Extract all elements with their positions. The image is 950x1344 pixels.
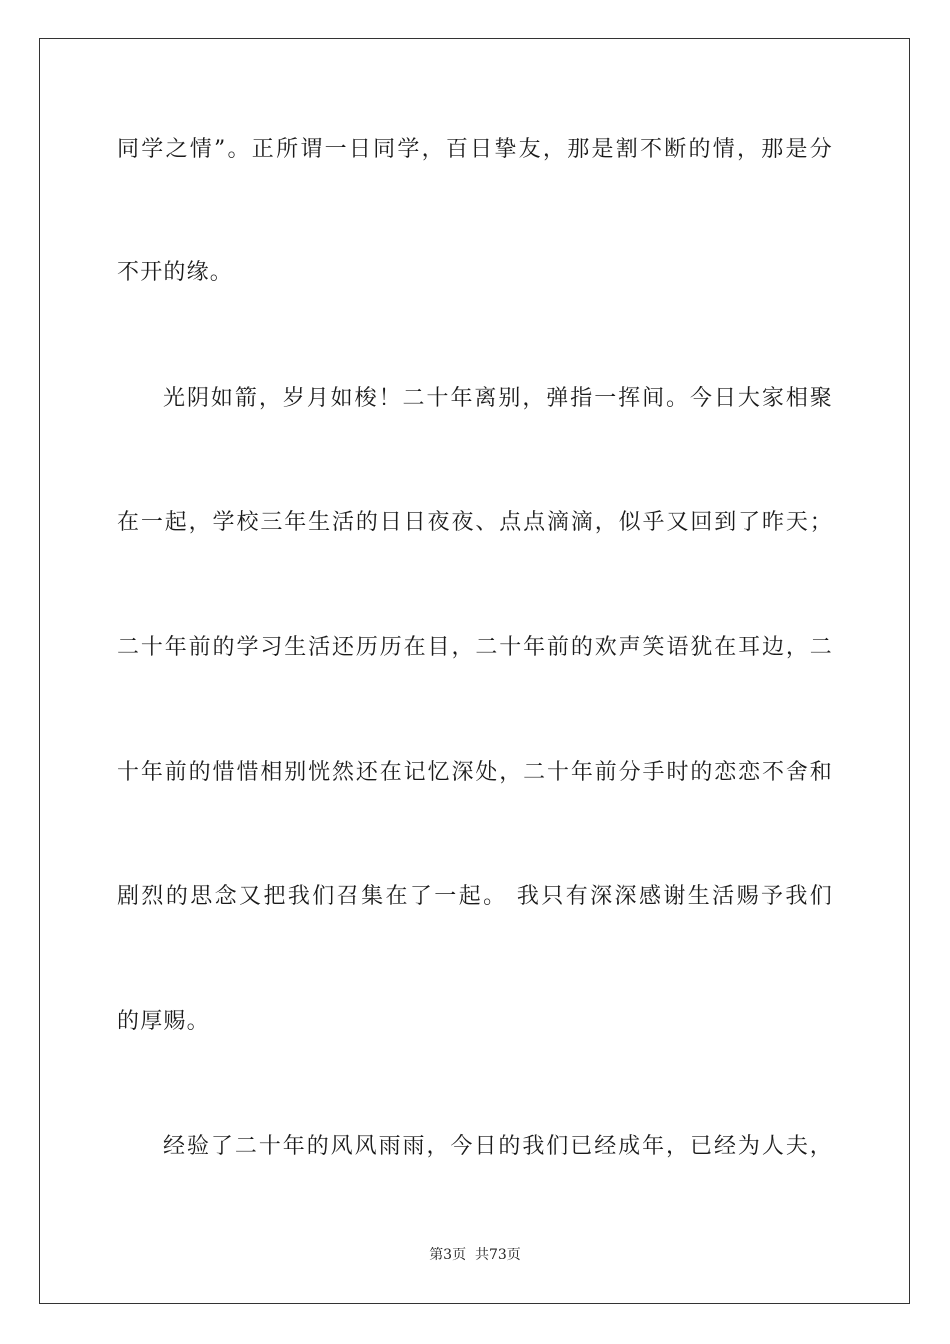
paragraph-line: 同学之情”。正所谓一日同学，百日挚友，那是割不断的情，那是分 [117, 137, 833, 162]
paragraph-line: 的厚赐。 [117, 1009, 210, 1034]
paragraph-line: 十年前的惜惜相别恍然还在记忆深处，二十年前分手时的恋恋不舍和 [117, 760, 833, 785]
page-number-footer: 第3页 共73页 [429, 1247, 521, 1263]
paragraph-line: 在一起，学校三年生活的日日夜夜、点点滴滴，似乎又回到了昨天； [117, 510, 833, 535]
paragraph-line: 光阴如箭，岁月如梭！二十年离别，弹指一挥间。今日大家相聚 [163, 386, 833, 411]
paragraph-line: 剧烈的思念又把我们召集在了一起。 我只有深深感谢生活赐予我们 [117, 884, 833, 909]
page-frame [39, 38, 910, 1304]
paragraph-line: 经验了二十年的风风雨雨，今日的我们已经成年，已经为人夫， [163, 1134, 833, 1159]
paragraph-line: 二十年前的学习生活还历历在目，二十年前的欢声笑语犹在耳边，二 [117, 635, 833, 660]
paragraph-line: 不开的缘。 [117, 260, 234, 285]
